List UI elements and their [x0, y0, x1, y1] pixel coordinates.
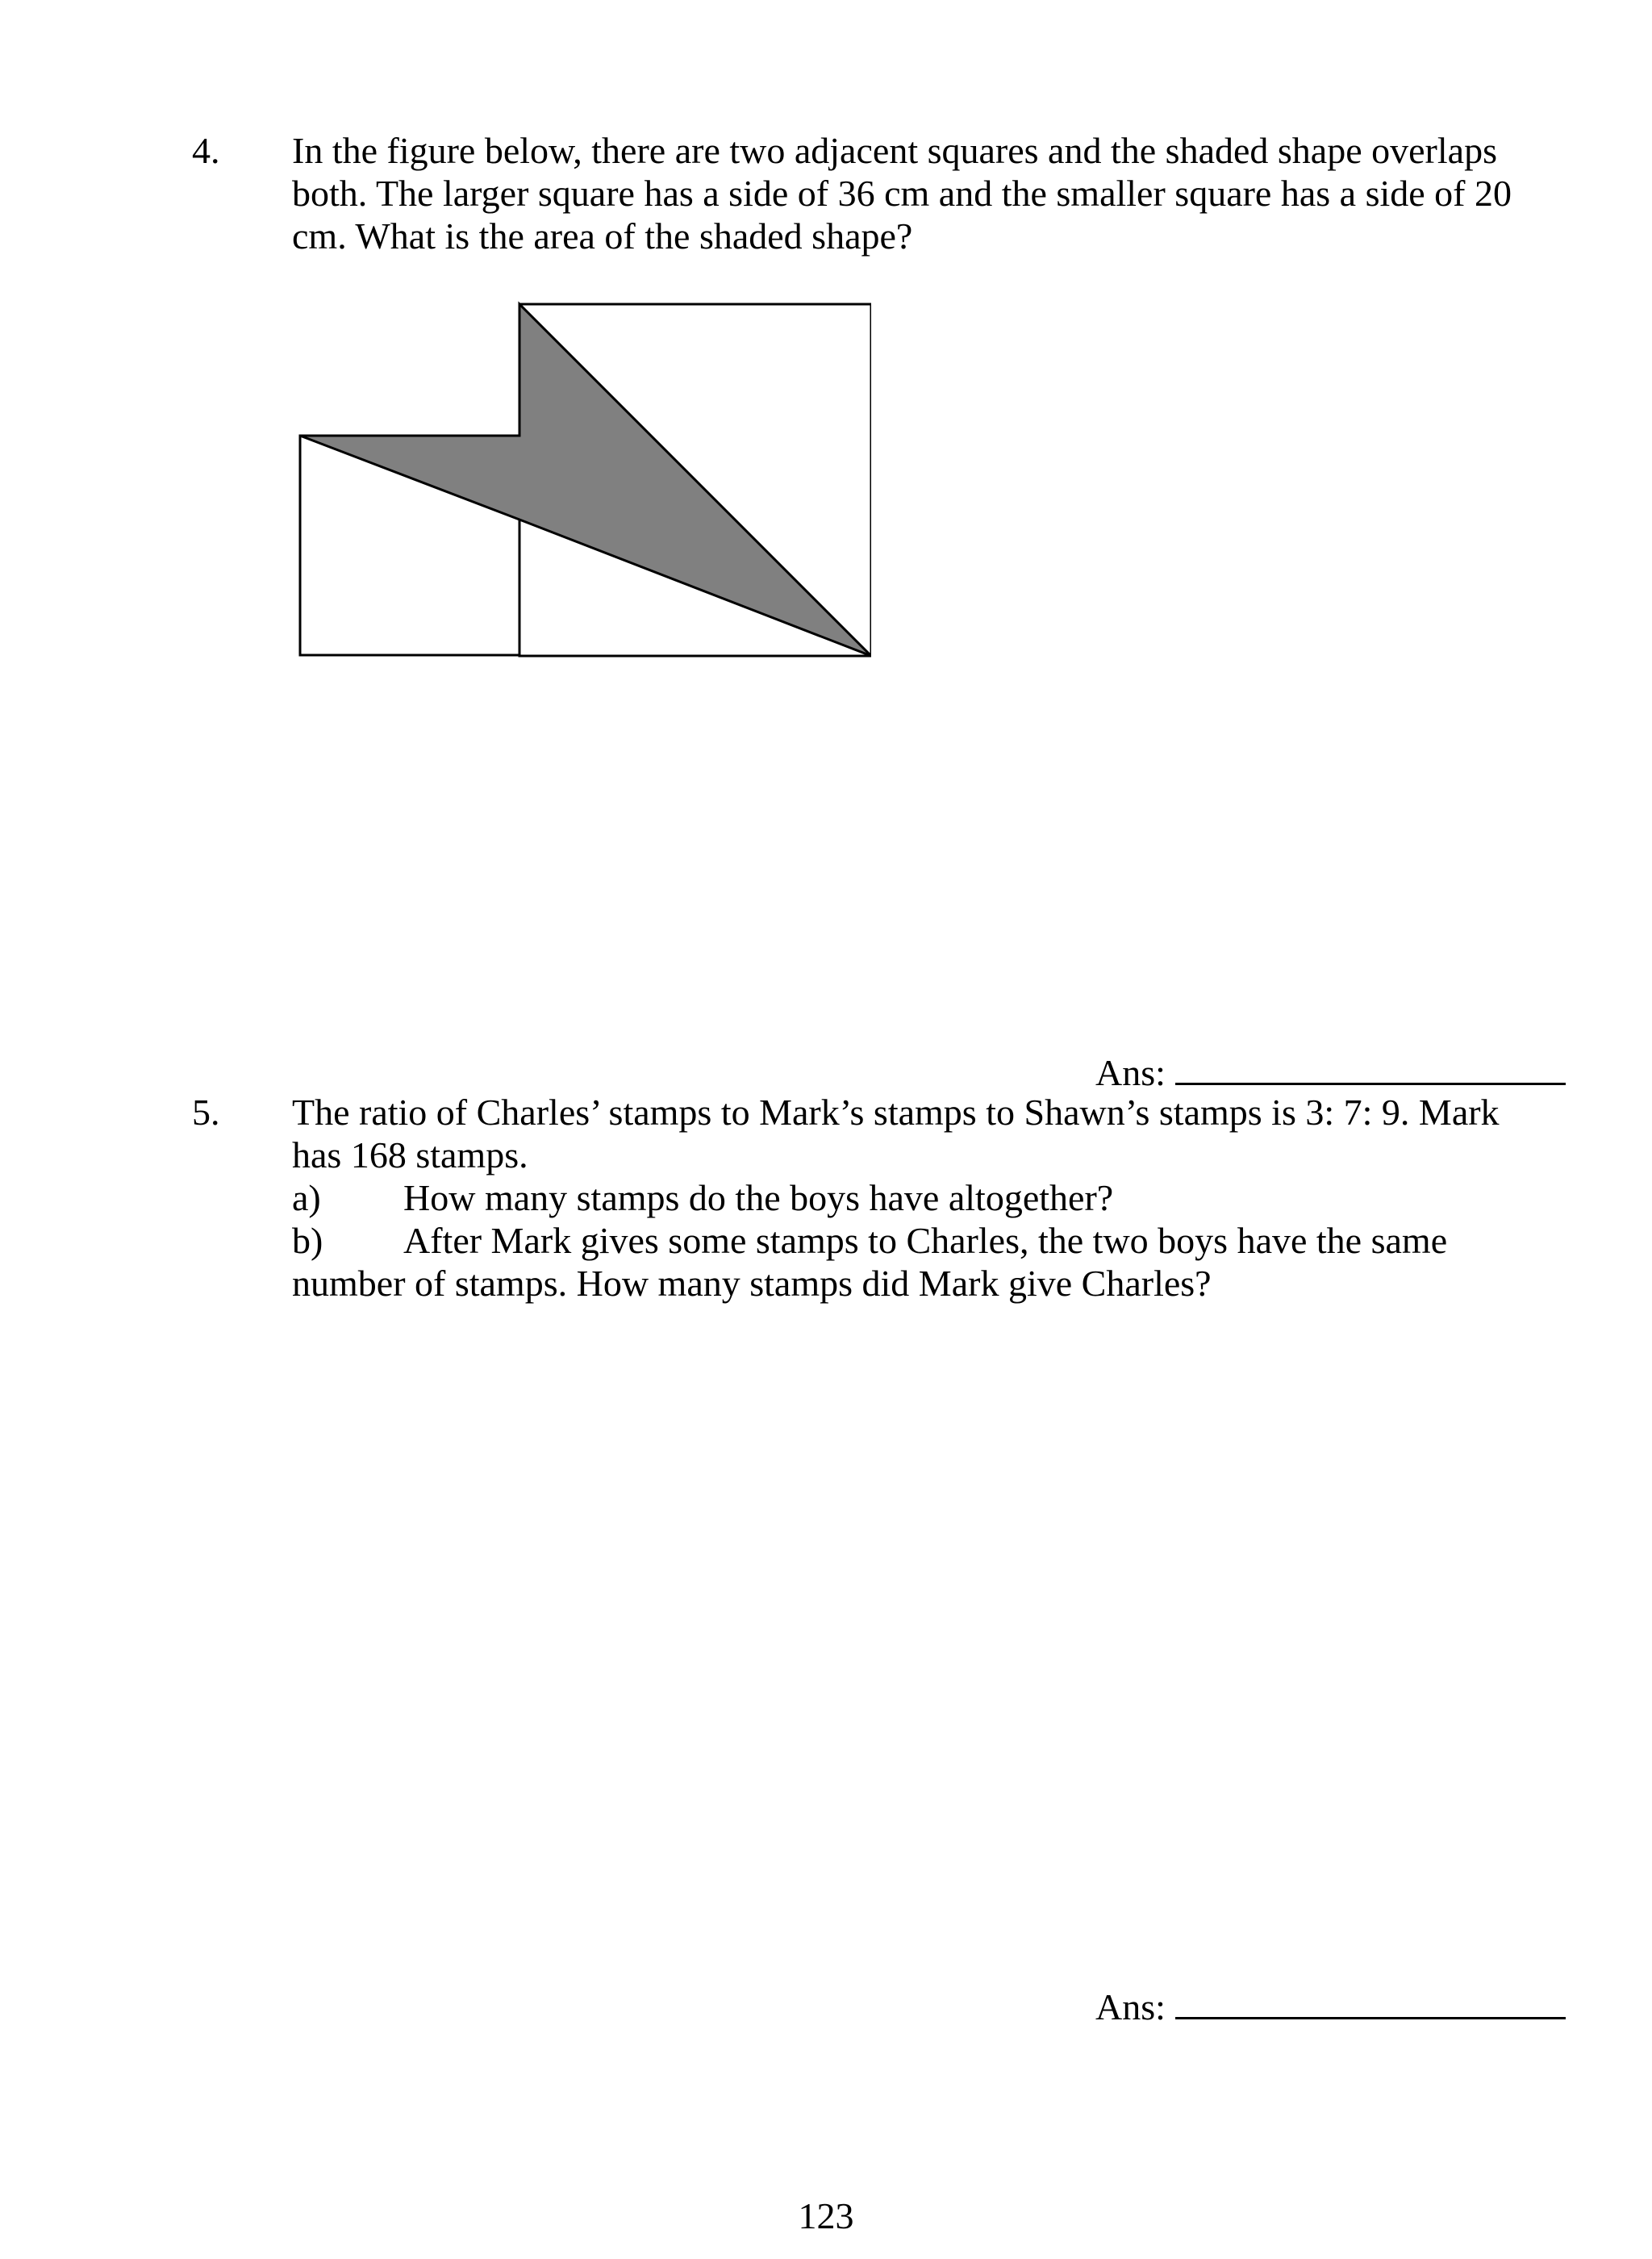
question-5a-label: a) — [292, 1177, 321, 1218]
answer-5-line[interactable] — [1175, 1981, 1566, 2019]
question-5b-label: b) — [292, 1220, 323, 1261]
question-5-answer — [1095, 1981, 1566, 2028]
answer-5-label: Ans: — [1095, 1986, 1166, 2027]
question-5-line-1: The ratio of Charles’ stamps to Mark’s stamps to Shawn’s stamps is 3: 7: 9. Mark — [292, 1092, 1500, 1133]
question-4-answer — [1095, 1047, 1566, 1094]
question-5-number: 5. — [192, 1092, 220, 1133]
question-5a-text: How many stamps do the boys have altogether? — [403, 1177, 1114, 1218]
question-4-line-1: In the figure below, there are two adjacent squares and the shaded shape overlaps — [292, 130, 1497, 171]
question-4-number: 4. — [192, 130, 220, 171]
question-5-line-2: has 168 stamps. — [292, 1134, 528, 1175]
question-5b-text: After Mark gives some stamps to Charles, the two boys have the same — [403, 1220, 1448, 1261]
question-4-line-2: both. The larger square has a side of 36 cm and the smaller square has a side of 20 — [292, 173, 1512, 214]
question-4-line-3: cm. What is the area of the shaded shape? — [292, 215, 913, 257]
squares-figure — [290, 299, 871, 670]
page-number: 123 — [798, 2195, 854, 2236]
answer-4-line[interactable] — [1175, 1047, 1566, 1085]
question-5-continuation: number of stamps. How many stamps did Mark give Charles? — [292, 1263, 1212, 1304]
answer-4-label: Ans: — [1095, 1052, 1166, 1093]
